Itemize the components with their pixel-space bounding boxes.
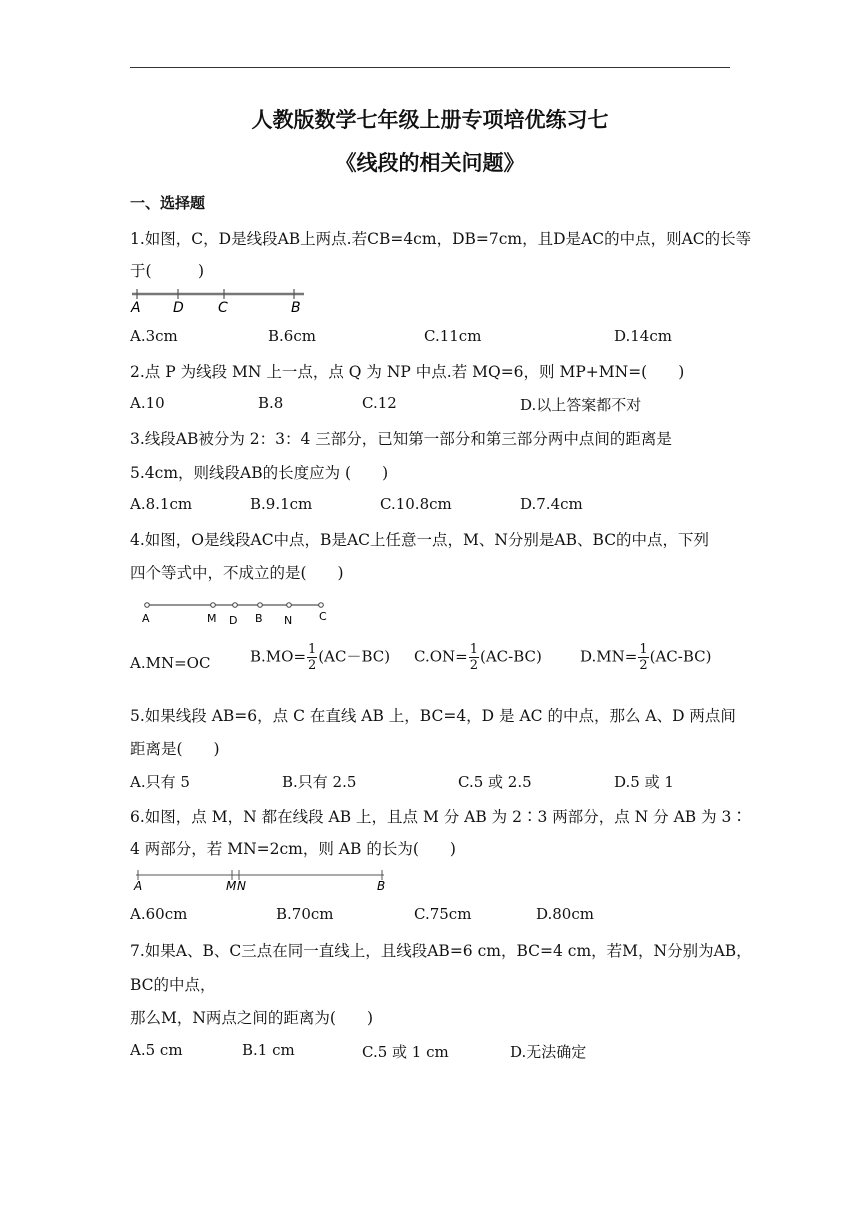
q4-point-label: M — [207, 612, 217, 625]
q5-option-a: A.只有 5 — [130, 773, 190, 791]
q1-figure — [128, 288, 318, 316]
q4-figure — [138, 596, 338, 628]
q7-option-c: C.5 或 1 cm — [362, 1043, 449, 1061]
q6-point-label: M — [226, 879, 237, 893]
q4-point — [319, 603, 324, 608]
q6-point-label: A — [134, 879, 143, 893]
q4-option-a: A.MN=OC — [130, 654, 211, 672]
q6-text-line2: 4 两部分，若 MN=2cm，则 AB 的长为( ) — [130, 840, 456, 858]
q4-point — [258, 603, 263, 608]
q4-point-label: N — [284, 614, 293, 627]
fraction: $\frac{1}{2}$ — [308, 642, 317, 673]
q1-option-c: C.11cm — [424, 327, 482, 345]
q4-option-d: D.MN= $\frac{1}{2}$ (AC-BC) — [580, 642, 712, 673]
q3-option-d: D.7.4cm — [520, 495, 583, 513]
q2-text-line1: 2.点 P 为线段 MN 上一点，点 Q 为 NP 中点.若 MQ=6，则 MP+MN=( ) — [130, 363, 685, 381]
q3-text-line1: 3.线段AB被分为 2：3：4 三部分，已知第一部分和第三部分两中点间的距离是 — [130, 430, 672, 448]
q4-option-c: C.ON= $\frac{1}{2}$ (AC-BC) — [414, 642, 542, 673]
q2-option-d: D.以上答案都不对 — [520, 396, 642, 414]
page-subtitle: 《线段的相关问题》 — [335, 150, 525, 175]
q3-option-b: B.9.1cm — [250, 495, 313, 513]
q4-point — [211, 603, 216, 608]
q1-option-d: D.14cm — [614, 327, 672, 345]
q5-option-d: D.5 或 1 — [614, 773, 674, 791]
q7-text-line2: BC的中点， — [130, 976, 216, 994]
q4-text-line1: 4.如图，O是线段AC中点，B是AC上任意一点，M、N分别是AB、BC的中点，下列 — [130, 531, 710, 549]
fraction: $\frac{1}{2}$ — [639, 642, 648, 673]
q6-option-d: D.80cm — [536, 905, 594, 923]
q3-option-c: C.10.8cm — [380, 495, 452, 513]
q6-point-label: N — [237, 879, 246, 893]
q2-option-a: A.10 — [130, 394, 165, 412]
q6-text-line1: 6.如图，点 M，N 都在线段 AB 上，且点 M 分 AB 为 2∶3 两部分，点 N 分 AB 为 3∶ — [130, 808, 747, 826]
q4-point — [287, 603, 292, 608]
header-rule — [130, 67, 730, 68]
q1-option-b: B.6cm — [268, 327, 316, 345]
q6-point-label: B — [377, 879, 386, 893]
q5-option-b: B.只有 2.5 — [282, 773, 357, 791]
q1-point-label: C — [218, 300, 228, 316]
q2-option-c: C.12 — [362, 394, 397, 412]
q1-point-label: A — [131, 300, 141, 316]
q4-point — [145, 603, 150, 608]
q4-point-label: D — [229, 614, 238, 627]
q4-point-label: C — [319, 610, 327, 623]
q1-point-label: D — [173, 300, 184, 316]
q2-option-b: B.8 — [258, 394, 284, 412]
q6-figure — [130, 868, 400, 894]
q5-option-c: C.5 或 2.5 — [458, 773, 532, 791]
q6-option-b: B.70cm — [276, 905, 334, 923]
q7-option-b: B.1 cm — [242, 1041, 295, 1059]
q6-option-a: A.60cm — [130, 905, 188, 923]
q3-option-a: A.8.1cm — [130, 495, 193, 513]
q1-point-label: B — [291, 300, 301, 316]
q7-text-line1: 7.如果A、B、C三点在同一直线上，且线段AB=6 cm，BC=4 cm，若M，N分别为AB， — [130, 942, 752, 960]
page-title: 人教版数学七年级上册专项培优练习七 — [251, 107, 609, 132]
q3-text-line2: 5.4cm，则线段AB的长度应为 ( ) — [130, 464, 389, 482]
q5-text-line1: 5.如果线段 AB=6，点 C 在直线 AB 上，BC=4，D 是 AC 的中点，那么 A、D 两点间 — [130, 707, 736, 725]
q4-point-label: A — [142, 612, 150, 625]
q1-text-line1: 1.如图，C，D是线段AB上两点.若CB=4cm，DB=7cm，且D是AC的中点，则AC的长等 — [130, 230, 752, 248]
fraction: $\frac{1}{2}$ — [469, 642, 478, 673]
q4-text-line2: 四个等式中，不成立的是( ) — [130, 564, 344, 582]
q4-point — [233, 603, 238, 608]
q1-option-a: A.3cm — [130, 327, 178, 345]
q7-option-a: A.5 cm — [130, 1041, 183, 1059]
q4-point-label: B — [255, 612, 263, 625]
q5-text-line2: 距离是( ) — [130, 740, 220, 758]
q4-option-b: B.MO= $\frac{1}{2}$ (AC－BC) — [250, 642, 391, 673]
section-heading: 一、选择题 — [130, 194, 206, 212]
q7-option-d: D.无法确定 — [510, 1043, 587, 1061]
q6-option-c: C.75cm — [414, 905, 472, 923]
q7-text-line3: 那么M，N两点之间的距离为( ) — [130, 1009, 374, 1027]
q1-text-line2: 于( ) — [130, 262, 205, 280]
